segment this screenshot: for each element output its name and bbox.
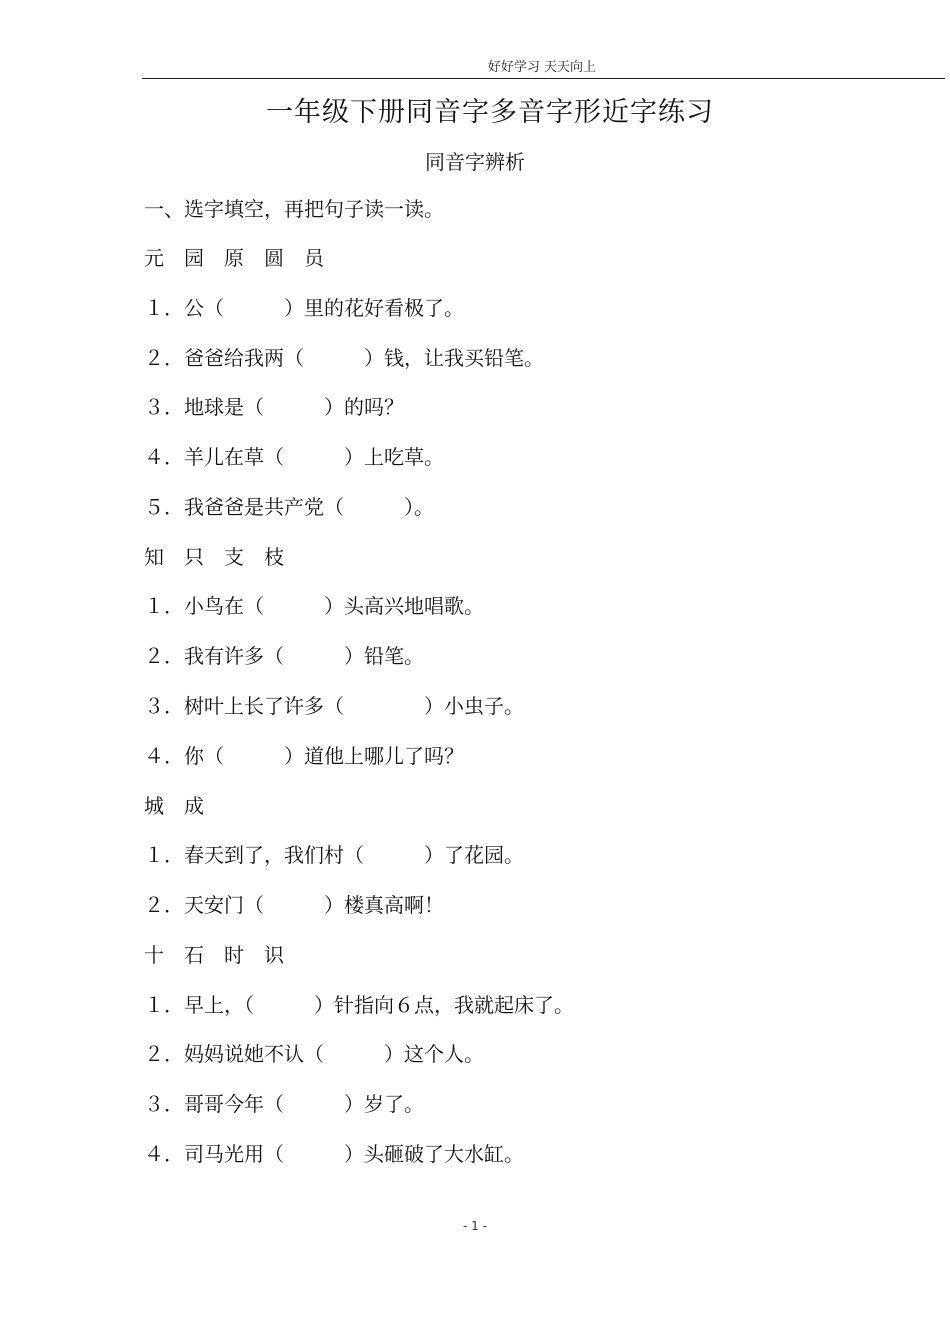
exercise-item: ２．我有许多（ ）铅笔。 bbox=[144, 644, 424, 668]
exercise-item: １．公（ ）里的花好看极了。 bbox=[144, 296, 464, 320]
page-subtitle: 同音字辨析 bbox=[425, 150, 525, 174]
char-group-1: 元 园 原 圆 员 bbox=[144, 246, 324, 270]
exercise-item: ４．羊儿在草（ ）上吃草。 bbox=[144, 445, 444, 469]
exercise-item: ５．我爸爸是共产党（ ）。 bbox=[144, 495, 434, 519]
exercise-item: ２．爸爸给我两（ ）钱，让我买铅笔。 bbox=[144, 346, 544, 370]
exercise-item: ４．司马光用（ ）头砸破了大水缸。 bbox=[144, 1142, 524, 1166]
exercise-item: １．小鸟在（ ）头高兴地唱歌。 bbox=[144, 594, 484, 618]
exercise-item: ４．你（ ）道他上哪儿了吗？ bbox=[144, 744, 464, 768]
exercise-item: ３．树叶上长了许多（ ）小虫子。 bbox=[144, 694, 524, 718]
char-group-4: 十 石 时 识 bbox=[144, 943, 284, 967]
char-group-3: 城 成 bbox=[144, 794, 204, 818]
page-title: 一年级下册同音字多音字形近字练习 bbox=[266, 97, 714, 128]
exercise-item: ２．天安门（ ）楼真高啊！ bbox=[144, 893, 444, 917]
page-number: - 1 - bbox=[463, 1219, 487, 1233]
header-divider bbox=[142, 78, 945, 79]
exercise-item: ３．哥哥今年（ ）岁了。 bbox=[144, 1092, 424, 1116]
char-group-2: 知 只 支 枝 bbox=[144, 545, 284, 569]
exercise-item: ３．地球是（ ）的吗？ bbox=[144, 395, 404, 419]
exercise-item: ２．妈妈说她不认（ ）这个人。 bbox=[144, 1042, 484, 1066]
exercise-item: １．早上，（ ）针指向６点，我就起床了。 bbox=[144, 993, 574, 1017]
page-header-text: 好好学习 天天向上 bbox=[487, 60, 597, 75]
instruction-text: 一、选字填空，再把句子读一读。 bbox=[144, 197, 444, 221]
exercise-item: １．春天到了，我们村（ ）了花园。 bbox=[144, 843, 524, 867]
